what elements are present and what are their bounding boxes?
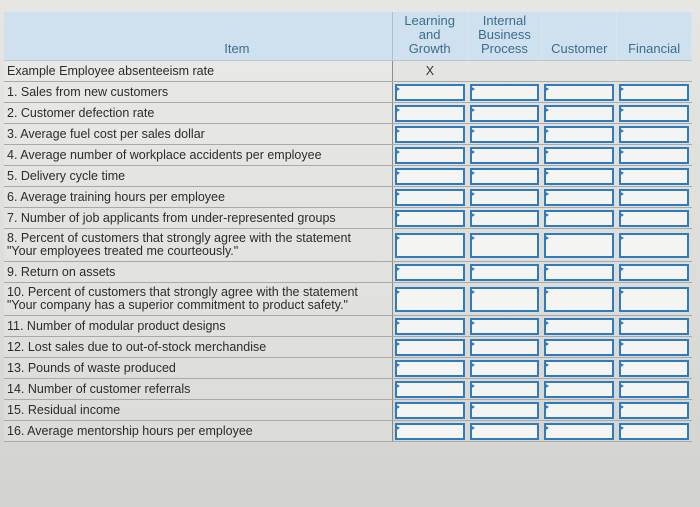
internal-business-process-cell	[467, 103, 542, 124]
financial-dropdown[interactable]	[619, 423, 689, 440]
internal-business-process-cell	[467, 82, 542, 103]
customer-dropdown[interactable]	[544, 168, 614, 185]
learning-growth-dropdown[interactable]	[395, 210, 465, 227]
table-row	[4, 316, 692, 337]
customer-dropdown[interactable]	[544, 360, 614, 377]
customer-dropdown[interactable]	[544, 423, 614, 440]
learning-growth-cell	[392, 145, 467, 166]
financial-cell	[617, 229, 692, 262]
internal-business-process-dropdown[interactable]	[470, 381, 540, 398]
customer-dropdown[interactable]	[544, 189, 614, 206]
financial-cell	[617, 262, 692, 283]
internal-business-process-cell	[467, 166, 542, 187]
internal-business-process-dropdown[interactable]	[470, 339, 540, 356]
internal-business-process-dropdown[interactable]	[470, 210, 540, 227]
customer-cell	[542, 358, 617, 379]
table-row	[4, 103, 692, 124]
internal-business-process-column-header	[467, 12, 542, 61]
table-row	[4, 379, 692, 400]
learning-growth-cell	[392, 283, 467, 316]
example-row-empty-cell	[617, 61, 692, 82]
learning-growth-cell	[392, 400, 467, 421]
item-column-header: Item	[4, 12, 392, 61]
internal-business-process-dropdown[interactable]	[470, 126, 540, 143]
customer-dropdown[interactable]	[544, 84, 614, 101]
customer-cell	[542, 187, 617, 208]
learning-growth-dropdown[interactable]	[395, 84, 465, 101]
measure-label	[4, 283, 392, 316]
measure-label-line-2: "Your company has a superior commitment to product safety."	[7, 298, 348, 312]
scorecard-table	[4, 12, 692, 442]
financial-cell	[617, 316, 692, 337]
customer-cell	[542, 337, 617, 358]
customer-dropdown[interactable]	[544, 339, 614, 356]
learning-growth-line-3: Growth	[408, 41, 451, 56]
customer-cell	[542, 103, 617, 124]
customer-dropdown[interactable]	[544, 126, 614, 143]
financial-dropdown[interactable]	[619, 402, 689, 419]
learning-growth-dropdown[interactable]	[395, 423, 465, 440]
financial-cell	[617, 124, 692, 145]
financial-dropdown[interactable]	[619, 126, 689, 143]
example-row-mark: X	[392, 61, 467, 82]
customer-dropdown[interactable]	[544, 105, 614, 122]
internal-business-process-dropdown[interactable]	[470, 287, 540, 312]
learning-growth-cell	[392, 187, 467, 208]
internal-business-process-dropdown[interactable]	[470, 264, 540, 281]
financial-dropdown[interactable]	[619, 105, 689, 122]
financial-dropdown[interactable]	[619, 84, 689, 101]
learning-growth-dropdown[interactable]	[395, 105, 465, 122]
customer-cell	[542, 166, 617, 187]
measure-label: 13. Pounds of waste produced	[4, 358, 392, 379]
financial-cell	[617, 145, 692, 166]
learning-growth-cell	[392, 229, 467, 262]
learning-growth-dropdown[interactable]	[395, 339, 465, 356]
internal-business-process-cell	[467, 358, 542, 379]
table-row	[4, 145, 692, 166]
customer-dropdown[interactable]	[544, 318, 614, 335]
customer-cell	[542, 421, 617, 442]
learning-growth-dropdown[interactable]	[395, 126, 465, 143]
financial-cell	[617, 358, 692, 379]
financial-dropdown[interactable]	[619, 147, 689, 164]
financial-dropdown[interactable]	[619, 360, 689, 377]
financial-dropdown[interactable]	[619, 264, 689, 281]
measure-label: 3. Average fuel cost per sales dollar	[4, 124, 392, 145]
learning-growth-dropdown[interactable]	[395, 381, 465, 398]
internal-process-line-2: Business	[478, 27, 531, 42]
table-row	[4, 124, 692, 145]
customer-dropdown[interactable]	[544, 233, 614, 258]
customer-cell	[542, 124, 617, 145]
customer-cell	[542, 379, 617, 400]
learning-growth-dropdown[interactable]	[395, 189, 465, 206]
customer-column-header: Customer	[542, 12, 617, 61]
customer-cell	[542, 208, 617, 229]
customer-cell	[542, 262, 617, 283]
example-row-empty-cell	[542, 61, 617, 82]
learning-growth-dropdown[interactable]	[395, 402, 465, 419]
learning-growth-dropdown[interactable]	[395, 318, 465, 335]
customer-cell	[542, 82, 617, 103]
learning-growth-cell	[392, 379, 467, 400]
learning-growth-dropdown[interactable]	[395, 147, 465, 164]
customer-dropdown[interactable]	[544, 210, 614, 227]
measure-label: 5. Delivery cycle time	[4, 166, 392, 187]
learning-growth-dropdown[interactable]	[395, 360, 465, 377]
internal-business-process-cell	[467, 421, 542, 442]
financial-cell	[617, 103, 692, 124]
financial-cell	[617, 400, 692, 421]
table-row	[4, 421, 692, 442]
learning-growth-cell	[392, 421, 467, 442]
internal-business-process-cell	[467, 208, 542, 229]
measure-label: 9. Return on assets	[4, 262, 392, 283]
internal-business-process-dropdown[interactable]	[470, 318, 540, 335]
table-row	[4, 187, 692, 208]
internal-business-process-dropdown[interactable]	[470, 233, 540, 258]
measure-label: 12. Lost sales due to out-of-stock merchandise	[4, 337, 392, 358]
example-row-label: Example Employee absenteeism rate	[4, 61, 392, 82]
customer-cell	[542, 145, 617, 166]
internal-business-process-cell	[467, 379, 542, 400]
header-row	[4, 12, 692, 61]
customer-cell	[542, 316, 617, 337]
customer-cell	[542, 283, 617, 316]
learning-growth-cell	[392, 124, 467, 145]
internal-business-process-dropdown[interactable]	[470, 189, 540, 206]
measure-label: 4. Average number of workplace accidents per employee	[4, 145, 392, 166]
internal-process-line-3: Process	[480, 41, 528, 56]
financial-cell	[617, 166, 692, 187]
internal-business-process-cell	[467, 337, 542, 358]
internal-business-process-dropdown[interactable]	[470, 360, 540, 377]
financial-cell	[617, 187, 692, 208]
internal-business-process-cell	[467, 400, 542, 421]
table-row	[4, 166, 692, 187]
internal-business-process-cell	[467, 283, 542, 316]
table-row	[4, 82, 692, 103]
learning-growth-cell	[392, 82, 467, 103]
measure-label: 2. Customer defection rate	[4, 103, 392, 124]
learning-growth-line-2: and	[418, 27, 441, 42]
financial-dropdown[interactable]	[619, 318, 689, 335]
table-row	[4, 337, 692, 358]
financial-column-header: Financial	[617, 12, 692, 61]
learning-growth-cell	[392, 208, 467, 229]
measure-label: 6. Average training hours per employee	[4, 187, 392, 208]
financial-dropdown[interactable]	[619, 189, 689, 206]
example-row-empty-cell	[467, 61, 542, 82]
table-row	[4, 229, 692, 262]
financial-cell	[617, 337, 692, 358]
internal-business-process-cell	[467, 229, 542, 262]
measure-label: 11. Number of modular product designs	[4, 316, 392, 337]
learning-growth-cell	[392, 316, 467, 337]
measure-label: 15. Residual income	[4, 400, 392, 421]
internal-business-process-dropdown[interactable]	[470, 84, 540, 101]
customer-dropdown[interactable]	[544, 287, 614, 312]
internal-process-line-1: Internal	[482, 13, 527, 28]
learning-growth-dropdown[interactable]	[395, 287, 465, 312]
measure-label-line-1: 10. Percent of customers that strongly agree with the statement	[7, 285, 358, 299]
financial-cell	[617, 421, 692, 442]
financial-dropdown[interactable]	[619, 168, 689, 185]
internal-business-process-dropdown[interactable]	[470, 402, 540, 419]
financial-dropdown[interactable]	[619, 381, 689, 398]
learning-growth-cell	[392, 262, 467, 283]
financial-cell	[617, 283, 692, 316]
financial-dropdown[interactable]	[619, 339, 689, 356]
internal-business-process-cell	[467, 262, 542, 283]
financial-cell	[617, 379, 692, 400]
financial-cell	[617, 208, 692, 229]
learning-growth-cell	[392, 337, 467, 358]
financial-dropdown[interactable]	[619, 210, 689, 227]
learning-growth-cell	[392, 103, 467, 124]
measure-label	[4, 229, 392, 262]
learning-growth-dropdown[interactable]	[395, 264, 465, 281]
measure-label: 14. Number of customer referrals	[4, 379, 392, 400]
measure-label: 7. Number of job applicants from under-represented groups	[4, 208, 392, 229]
example-row	[4, 61, 692, 82]
financial-cell	[617, 82, 692, 103]
table-row	[4, 400, 692, 421]
financial-dropdown[interactable]	[619, 287, 689, 312]
measure-label-line-2: "Your employees treated me courteously."	[7, 244, 239, 258]
table-row	[4, 358, 692, 379]
learning-growth-cell	[392, 358, 467, 379]
measure-label: 1. Sales from new customers	[4, 82, 392, 103]
internal-business-process-dropdown[interactable]	[470, 147, 540, 164]
internal-business-process-dropdown[interactable]	[470, 168, 540, 185]
customer-dropdown[interactable]	[544, 381, 614, 398]
table-row	[4, 262, 692, 283]
table-row	[4, 208, 692, 229]
learning-growth-column-header	[392, 12, 467, 61]
table-row	[4, 283, 692, 316]
customer-dropdown[interactable]	[544, 264, 614, 281]
financial-dropdown[interactable]	[619, 233, 689, 258]
customer-dropdown[interactable]	[544, 147, 614, 164]
internal-business-process-cell	[467, 316, 542, 337]
customer-cell	[542, 400, 617, 421]
internal-business-process-cell	[467, 145, 542, 166]
learning-growth-cell	[392, 166, 467, 187]
measure-label-line-1: 8. Percent of customers that strongly agree with the statement	[7, 231, 351, 245]
internal-business-process-cell	[467, 187, 542, 208]
learning-growth-dropdown[interactable]	[395, 233, 465, 258]
customer-cell	[542, 229, 617, 262]
learning-growth-line-1: Learning	[404, 13, 455, 28]
internal-business-process-dropdown[interactable]	[470, 423, 540, 440]
learning-growth-dropdown[interactable]	[395, 168, 465, 185]
customer-dropdown[interactable]	[544, 402, 614, 419]
internal-business-process-dropdown[interactable]	[470, 105, 540, 122]
measure-label: 16. Average mentorship hours per employee	[4, 421, 392, 442]
internal-business-process-cell	[467, 124, 542, 145]
